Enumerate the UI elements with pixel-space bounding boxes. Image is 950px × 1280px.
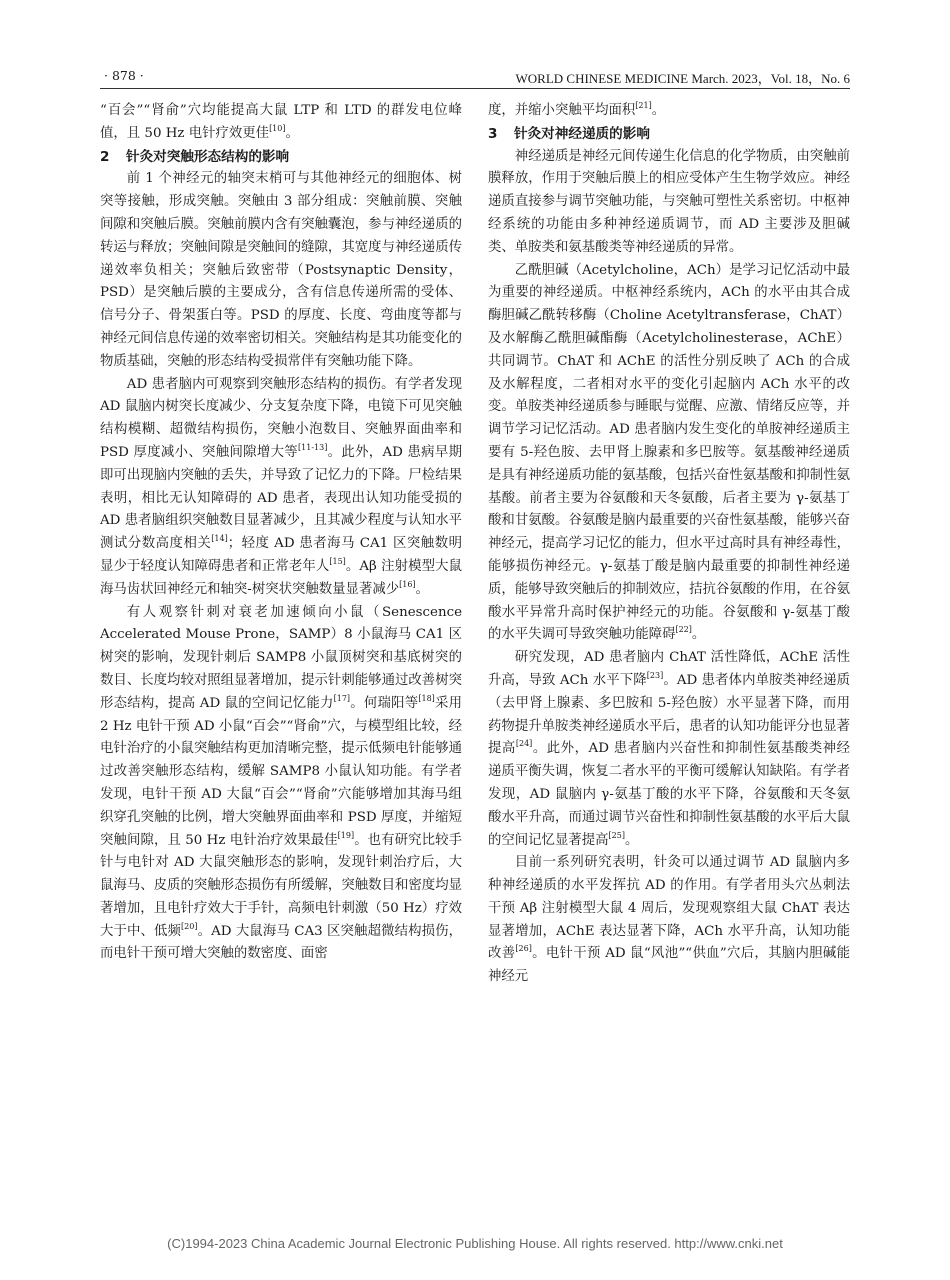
citation[interactable]: [19] [337, 830, 355, 840]
section-heading-3: 3 针灸对神经递质的影响 [488, 125, 650, 142]
citation[interactable]: [24] [515, 739, 533, 749]
citation[interactable]: [17] [333, 693, 351, 703]
citation[interactable]: [14] [211, 534, 228, 544]
citation[interactable]: [20] [181, 921, 198, 931]
citation[interactable]: [11-13] [298, 442, 328, 452]
journal-info: WORLD CHINESE MEDICINE March. 2023，Vol. 18，No. 6 [515, 71, 850, 86]
paragraph: 有人观察针刺对衰老加速倾向小鼠（Senescence Accelerated Mouse Prone，SAMP）8 小鼠海马 CA1 区树突的影响，发现针刺后 SAMP8 小鼠顶树突和基底树突的数目、长度均较对照组显著增加，提示针刺能够通过改善树突形态结构，提高 AD 鼠的空间记忆能力[17]。何瑞阳等[18]采用 2 Hz 电针干预 AD 小鼠“百会”“肾俞”穴，与模型组比较，经电针治疗的小鼠突触结构更加清晰完整，提示低频电针能够通过改善突触形态结构，缓解 SAMP8 小鼠认知功能。有学者发现，电针干预 AD 大鼠“百会”“肾俞”穴能够增加其海马组织穿孔突触的比例，增大突触界面曲率和 PSD 厚度，并缩短突触间隙，且 50 Hz 电针治疗效果最佳[19]。也有研究比较手针与电针对 AD 大鼠突触形态的影响，发现针刺治疗后，大鼠海马、皮质的突触形态损伤有所缓解，突触数目和密度均显著增加，且电针疗效大于手针，高频电针刺激（50 Hz）疗效大于中、低频[20]。AD 大鼠海马 CA3 区突触超微结构损伤，而电针干预可增大突触的数密度、面密 [100, 604, 463, 962]
citation[interactable]: [10] [269, 123, 286, 133]
citation[interactable]: [16] [399, 579, 416, 589]
citation[interactable]: [22] [675, 625, 692, 635]
paragraph: AD 患者脑内可观察到突触形态结构的损伤。有学者发现 AD 鼠脑内树突长度减少、分支复杂度下降，电镜下可见突触结构模糊、超微结构损伤，突触小泡数目、突触界面曲率和 PSD 厚度减小、突触间隙增大等[11-13]。此外，AD 患病早期即可出现脑内突触的丢失，并导致了记忆力的下降。尸检结果表明，相比无认知障碍的 AD 患者，表现出认知功能受损的 AD 患者脑组织突触数目显著减少，且其减少程度与认知水平测试分数高度相关[14]；轻度 AD 患者海马 CA1 区突触数明显少于轻度认知障碍患者和正常老年人[15]。Aβ 注射模型大鼠海马齿状回神经元和轴突-树突状突触数量显著减少[16]。 [100, 376, 463, 597]
page-number: · 878 · [104, 68, 144, 83]
left-column [100, 100, 462, 966]
citation[interactable]: [23] [646, 670, 664, 680]
right-column [488, 100, 850, 989]
paragraph: 目前一系列研究表明，针灸可以通过调节 AD 鼠脑内多种神经递质的水平发挥抗 AD 的作用。有学者用头穴丛刺法干预 Aβ 注射模型大鼠 4 周后，发现观察组大鼠 ChAT 表达显著增加，AChE 表达显著下降，ACh 水平升高，认知功能改善[26]。电针干预 AD 鼠“风池”“供血”穴后，其脑内胆碱能神经元 [488, 855, 850, 985]
citation[interactable]: [26] [515, 944, 532, 954]
section-heading-2: 2 针灸对突触形态结构的影响 [100, 148, 290, 165]
paragraph: 前 1 个神经元的轴突末梢可与其他神经元的细胞体、树突等接触，形成突触。突触由 3 部分组成：突触前膜、突触间隙和突触后膜。突触前膜内含有突触囊泡，参与神经递质的转运与释放；突触间隙是突触间的缝隙，其宽度与神经递质传递效率负相关；突触后致密带（Postsynaptic Density，PSD）是突触后膜的主要成分，含有信息传递所需的受体、信号分子、骨架蛋白等。PSD 的厚度、长度、弯曲度等都与神经元间信息传递的效率密切相关。突触结构是其功能变化的物质基础，突触的形态结构受损常伴有突触功能下降。 [100, 171, 462, 369]
running-header [100, 64, 850, 89]
paragraph: 度，并缩小突触平均面积[21]。 [488, 101, 666, 118]
paragraph: 研究发现，AD 患者脑内 ChAT 活性降低，AChE 活性升高，导致 ACh 水平下降[23]。AD 患者体内单胺类神经递质（去甲肾上腺素、多巴胺和 5-羟色胺）水平显著下降，而用药物提升单胺类神经递质水平后，患者的认知功能评分也显著提高[24]。此外，AD 患者脑内兴奋性和抑制性氨基酸类神经递质平衡失调，恢复二者水平的平衡可缓解认知缺陷。有学者发现，AD 鼠脑内 γ-氨基丁酸的水平下降，谷氨酸和天冬氨酸水平升高，而通过调节兴奋性和抑制性氨基酸的水平后大鼠的空间记忆显著提高[25]。 [488, 650, 850, 848]
copyright-footer: (C)1994-2023 China Academic Journal Electronic Publishing House. All rights reserved. http://www.cnki.net [167, 1236, 783, 1251]
paragraph: 神经递质是神经元间传递生化信息的化学物质，由突触前膜释放，作用于突触后膜上的相应受体产生生物学效应。神经递质直接参与调节突触功能，与突触可塑性关系密切。中枢神经系统的功能由多种神经递质调节，而 AD 主要涉及胆碱类、单胺类和氨基酸类等神经递质的异常。 [488, 148, 850, 255]
citation[interactable]: [15] [329, 556, 346, 566]
paragraph: 乙酰胆碱（Acetylcholine，ACh）是学习记忆活动中最为重要的神经递质。中枢神经系统内，ACh 的水平由其合成酶胆碱乙酰转移酶（Choline Acetyltransferase，ChAT）及水解酶乙酰胆碱酯酶（Acetylcholinesterase，AChE）共同调节。ChAT 和 AChE 的活性分别反映了 ACh 的合成及水解程度，二者相对水平的变化引起脑内 ACh 水平的改变。单胺类神经递质参与睡眠与觉醒、应激、情绪反应等，并调节学习记忆活动。AD 患者脑内发生变化的单胺神经递质主要有 5-羟色胺、去甲肾上腺素和多巴胺等。氨基酸神经递质是具有神经递质功能的氨基酸，包括兴奋性氨基酸和抑制性氨基酸。前者主要为谷氨酸和天冬氨酸，后者主要为 γ-氨基丁酸和甘氨酸。谷氨酸是脑内最重要的兴奋性氨基酸，能够兴奋神经元，提高学习记忆的能力，但水平过高时具有神经毒性，能够损伤神经元。γ-氨基丁酸是脑内最重要的抑制性神经递质，能够导致突触后的抑制效应，拮抗谷氨酸的作用，在谷氨酸水平异常升高时保护神经元的功能。谷氨酸和 γ-氨基丁酸的水平失调可导致突触功能障碍[22]。 [488, 262, 851, 643]
citation[interactable]: [18] [418, 693, 435, 703]
paragraph: “百会”“肾俞”穴均能提高大鼠 LTP 和 LTD 的群发电位峰值，且 50 Hz 电针疗效更佳[10]。 [100, 103, 462, 141]
citation[interactable]: [25] [608, 830, 625, 840]
citation[interactable]: [21] [635, 101, 652, 110]
